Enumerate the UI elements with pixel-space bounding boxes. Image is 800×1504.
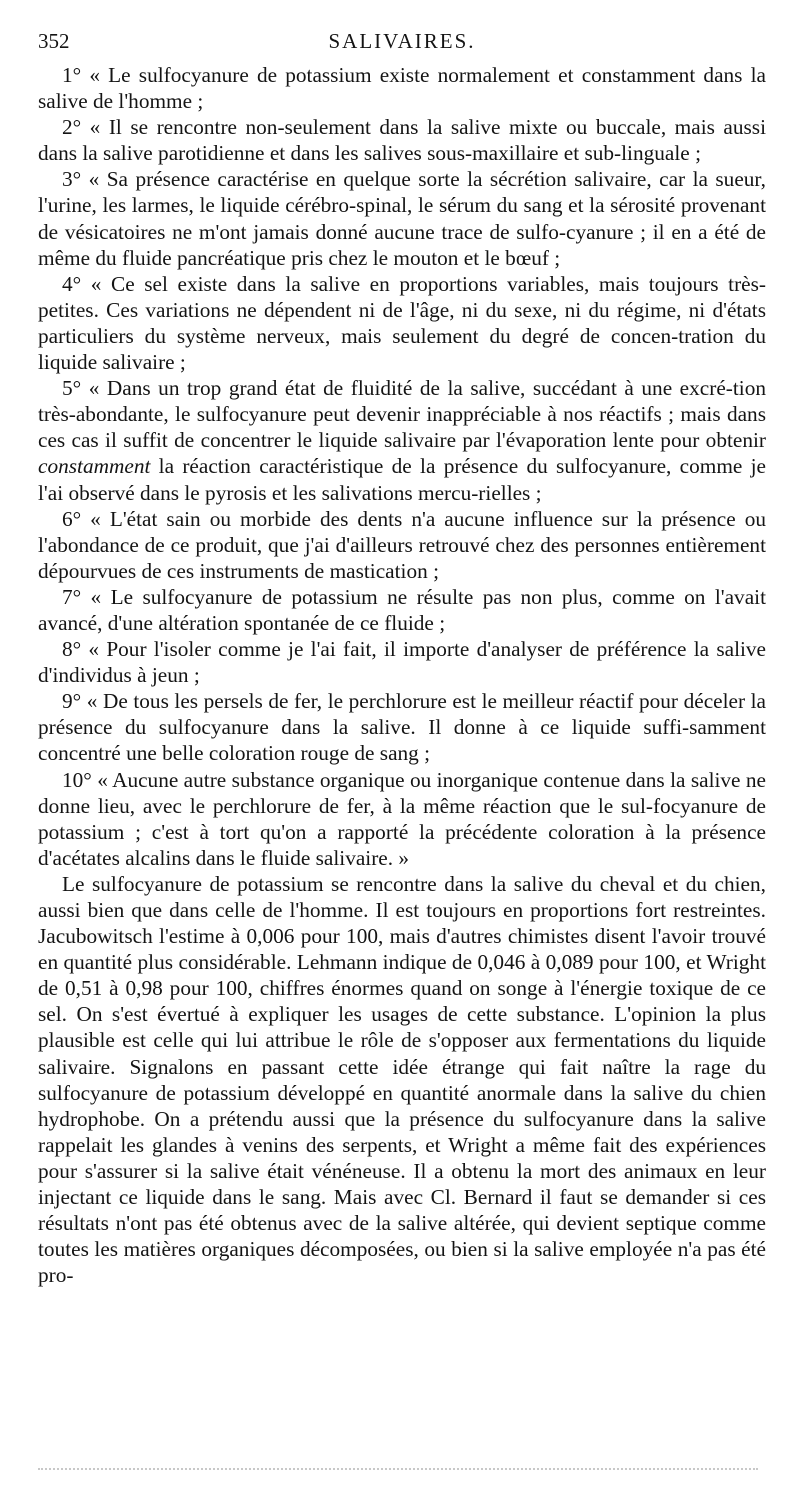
- list-item-8: 8° « Pour l'isoler comme je l'ai fait, il importe d'analyser de préférence la salive d'individus à jeun ;: [38, 637, 766, 688]
- body-paragraph: Le sulfocyanure de potassium se rencontre dans la salive du cheval et du chien, aussi bien que dans celle de l'homme. Il est toujours en proportions fort restreintes. Jacubowitsch l'estime à 0,006 pour 100, mais d'autres chimistes disent l'avoir trouvé en quantité plus considérable. Lehmann indique de 0,046 à 0,089 pour 100, et Wright de 0,51 à 0,98 pour 100, chiffres énormes quand on songe à l'énergie toxique de ce sel. On s'est évertué à expliquer les usages de cette substance. L'opinion la plus plausible est celle qui lui attribue le rôle de s'opposer aux fermentations du liquide salivaire. Signalons en passant cette idée étrange qui fait naître la rage du sulfocyanure de potassium développé en quantité anormale dans la salive du chien hydrophobe. On a prétendu aussi que la présence du sulfocyanure dans la salive rappelait les glandes à venins des serpents, et Wright a même fait des expériences pour s'assurer si la salive était vénéneuse. Il a obtenu la mort des animaux en leur injectant ce liquide dans le sang. Mais avec Cl. Bernard il faut se demander si ces résultats n'ont pas été obtenus avec de la salive altérée, qui devient septique comme toutes les matières organiques décomposées, ou bien si la salive employée n'a pas été pro-: [38, 871, 766, 1288]
- list-item-5: [38, 375, 766, 505]
- list-item-4: 4° « Ce sel existe dans la salive en proportions variables, mais toujours très-petites. Ces variations ne dépendent ni de l'âge, ni du sexe, ni du régime, ni d'états particuliers du système nerveux, mais seulement du degré de concen-tration du liquide salivaire ;: [38, 271, 766, 375]
- list-item-9: 9° « De tous les persels de fer, le perchlorure est le meilleur réactif pour déceler la présence du sulfocyanure dans la salive. Il donne à ce liquide suffi-samment concentré une belle coloration rouge de sang ;: [38, 689, 766, 766]
- emphasized-word: constamment: [38, 454, 151, 479]
- page-number: 352: [38, 29, 70, 53]
- list-item-7: 7° « Le sulfocyanure de potassium ne résulte pas non plus, comme on l'avait avancé, d'une altération spontanée de ce fluide ;: [38, 584, 766, 635]
- list-item-1: 1° « Le sulfocyanure de potassium existe normalement et constamment dans la salive de l'homme ;: [38, 63, 766, 114]
- list-item-6: 6° « L'état sain ou morbide des dents n'a aucune influence sur la présence ou l'abondance de ce produit, que j'ai d'ailleurs retrouvé chez des personnes entièrement dépourvues de ces instruments de mastication ;: [38, 506, 766, 583]
- running-title: SALIVAIRES.: [328, 29, 476, 53]
- book-page: [38, 26, 766, 1288]
- running-head: [38, 26, 766, 62]
- list-item-3: 3° « Sa présence caractérise en quelque sorte la sécrétion salivaire, car la sueur, l'urine, les larmes, le liquide cérébro-spinal, le sérum du sang et la sérosité provenant de vésicatoires ne m'ont jamais donné aucune trace de sulfo-cyanure ; il en a été de même du fluide pancréatique pris chez le mouton et le bœuf ;: [38, 167, 766, 270]
- list-item-2: 2° « Il se rencontre non-seulement dans la salive mixte ou buccale, mais aussi dans la salive parotidienne et dans les salives sous-maxillaire et sub-linguale ;: [38, 115, 766, 166]
- scan-bleed-through-line: [38, 1468, 758, 1470]
- body-text: [38, 62, 766, 1288]
- list-item-10: 10° « Aucune autre substance organique ou inorganique contenue dans la salive ne donne lieu, avec le perchlorure de fer, à la même réaction que le sul-focyanure de potassium ; c'est à tort qu'on a rapporté la précédente coloration à la présence d'acétates alcalins dans le fluide salivaire. »: [38, 767, 766, 870]
- list-item-5-text-before: 5° « Dans un trop grand état de fluidité de la salive, succédant à une excré-tion très-abondante, le sulfocyanure peut devenir inappréciable à nos réactifs ; mais dans ces cas il suffit de concentrer le liquide salivaire par l'évaporation lente pour obtenir: [38, 376, 766, 453]
- list-item-5-text-after: la réaction caractéristique de la présence du sulfocyanure, comme je l'ai observé dans le pyrosis et les salivations mercu-rielles ;: [38, 454, 766, 505]
